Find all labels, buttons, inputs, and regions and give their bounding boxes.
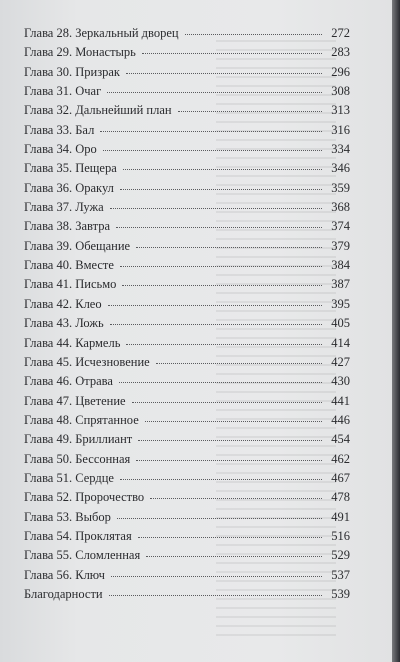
toc-entry-page-number: 454 [331,432,350,447]
toc-entry-title: Глава 29. Монастырь [24,45,136,60]
dot-leader [138,537,322,538]
toc-entry [24,239,350,258]
toc-entry [24,413,350,432]
dot-leader [119,382,322,383]
toc-entry-page-number: 427 [331,354,350,369]
toc-entry [24,452,350,471]
toc-entry-page-number: 516 [331,528,350,543]
toc-entry [24,568,350,587]
toc-entry-title: Глава 40. Вместе [24,258,114,273]
toc-entry-title: Глава 45. Исчезновение [24,354,150,369]
toc-entry-page-number: 346 [331,161,350,176]
dot-leader [138,440,322,441]
toc-entry [24,355,350,374]
dot-leader [110,208,322,209]
toc-entry-page-number: 529 [331,548,350,563]
toc-entry [24,471,350,490]
toc-entry-page-number: 491 [331,509,350,524]
toc-entry-title: Глава 50. Бессонная [24,451,131,466]
toc-entry [24,587,350,606]
page-edge-shadow [392,0,400,662]
dot-leader [109,595,322,596]
toc-entry-title: Глава 44. Кармель [24,335,121,350]
toc-entry-page-number: 414 [331,335,350,350]
toc-entry-page-number: 316 [331,122,350,137]
toc-entry [24,316,350,335]
dot-leader [111,576,322,577]
toc-entry-page-number: 283 [331,45,350,60]
toc-entry-page-number: 374 [331,219,350,234]
toc-entry-page-number: 446 [331,412,350,427]
toc-entry [24,432,350,451]
toc-entry [24,181,350,200]
toc-entry-title: Глава 52. Пророчество [24,490,145,505]
toc-entry-page-number: 430 [331,374,350,389]
toc-entry-page-number: 462 [331,451,350,466]
dot-leader [120,266,322,267]
toc-entry-page-number: 379 [331,238,350,253]
toc-entry-page-number: 478 [331,490,350,505]
toc-entry-title: Глава 31. Очаг [24,84,102,99]
toc-entry-title: Глава 51. Сердце [24,470,114,485]
toc-entry-title: Глава 42. Клео [24,296,102,311]
dot-leader [122,285,322,286]
toc-entry [24,529,350,548]
dot-leader [107,92,322,93]
toc-entry [24,123,350,142]
toc-entry [24,84,350,103]
toc-entry-title: Глава 56. Ключ [24,567,105,582]
toc-entry-page-number: 405 [331,316,350,331]
toc-entry-title: Глава 39. Обещание [24,238,131,253]
toc-entry [24,219,350,238]
dot-leader [117,518,322,519]
toc-entry [24,258,350,277]
dot-leader [145,421,322,422]
toc-entry-page-number: 296 [331,64,350,79]
toc-entry-page-number: 441 [331,393,350,408]
toc-entry [24,103,350,122]
dot-leader [116,227,322,228]
dot-leader [100,131,322,132]
toc-entry-title: Глава 34. Оро [24,142,97,157]
toc-entry-title: Глава 53. Выбор [24,509,111,524]
toc-entry-title: Глава 48. Спрятанное [24,412,139,427]
dot-leader [120,479,322,480]
toc-entry-page-number: 467 [331,470,350,485]
dot-leader [136,460,322,461]
toc-entry [24,200,350,219]
toc-entry-page-number: 384 [331,258,350,273]
toc-entry-title: Глава 38. Завтра [24,219,111,234]
toc-entry-title: Глава 54. Проклятая [24,528,132,543]
toc-entry-page-number: 313 [331,103,350,118]
toc-entry [24,548,350,567]
toc-entry-page-number: 395 [331,296,350,311]
toc-entry-title: Глава 33. Бал [24,122,95,137]
toc-entry [24,490,350,509]
dot-leader [120,189,322,190]
toc-entry-title: Глава 46. Отрава [24,374,113,389]
toc-entry-title: Глава 36. Оракул [24,180,114,195]
toc-entry [24,26,350,45]
dot-leader [142,53,322,54]
toc-entry-title: Глава 43. Ложь [24,316,104,331]
toc-entry-title: Глава 41. Письмо [24,277,117,292]
toc-entry-title: Глава 49. Бриллиант [24,432,133,447]
dot-leader [185,34,322,35]
dot-leader [108,305,322,306]
toc-entry [24,45,350,64]
dot-leader [150,498,322,499]
dot-leader [178,111,322,112]
dot-leader [110,324,322,325]
dot-leader [126,73,322,74]
toc-entry-page-number: 539 [331,586,350,601]
dot-leader [156,363,322,364]
table-of-contents [24,26,350,606]
toc-entry [24,374,350,393]
toc-entry-page-number: 368 [331,200,350,215]
toc-entry-title: Глава 35. Пещера [24,161,117,176]
toc-entry [24,65,350,84]
dot-leader [136,247,322,248]
toc-entry-title: Глава 30. Призрак [24,64,121,79]
toc-entry [24,161,350,180]
dot-leader [132,402,322,403]
toc-entry-title: Глава 55. Сломленная [24,548,141,563]
toc-entry-title: Глава 37. Лужа [24,200,104,215]
toc-entry [24,277,350,296]
dot-leader [103,150,322,151]
toc-entry [24,297,350,316]
toc-entry-title: Глава 47. Цветение [24,393,126,408]
dot-leader [123,169,322,170]
toc-entry-page-number: 308 [331,84,350,99]
toc-entry-page-number: 272 [331,26,350,40]
toc-entry-page-number: 537 [331,567,350,582]
toc-entry [24,510,350,529]
toc-entry-title: Глава 32. Дальнейший план [24,103,172,118]
toc-entry-page-number: 334 [331,142,350,157]
toc-entry [24,336,350,355]
dot-leader [146,556,322,557]
toc-entry [24,394,350,413]
toc-entry [24,142,350,161]
toc-entry-title: Благодарности [24,586,103,601]
toc-entry-title: Глава 28. Зеркальный дворец [24,26,179,40]
dot-leader [126,344,322,345]
toc-entry-page-number: 387 [331,277,350,292]
toc-entry-page-number: 359 [331,180,350,195]
